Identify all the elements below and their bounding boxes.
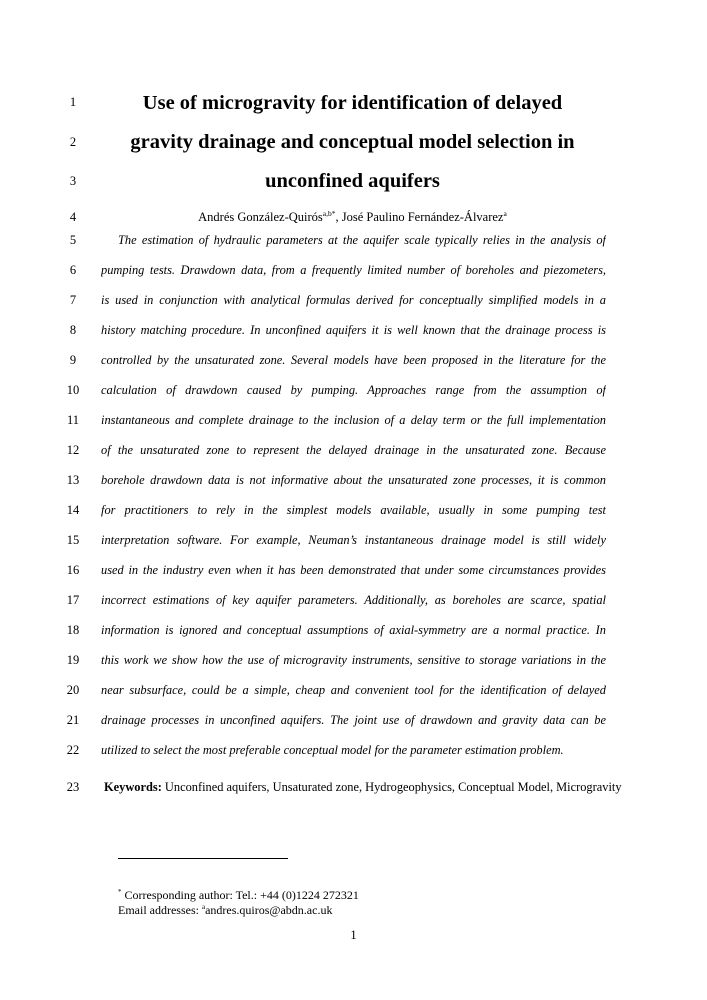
footnote-email — [118, 903, 332, 918]
line-number: 16 — [66, 563, 80, 577]
abstract-line: drainage processes in unconfined aquifers. The joint use of drawdown and gravity data can be — [101, 713, 606, 727]
footnote-mark: * — [118, 888, 122, 896]
abstract-line: pumping tests. Drawdown data, from a frequently limited number of boreholes and piezometers, — [101, 263, 606, 277]
abstract-line: borehole drawdown data is not informative about the unsaturated zone processes, it is common — [101, 473, 606, 487]
line-number: 14 — [66, 503, 80, 517]
abstract-line: information is ignored and conceptual assumptions of axial-symmetry are a normal practice. In — [101, 623, 606, 637]
line-number: 3 — [69, 174, 77, 188]
abstract-line: interpretation software. For example, Neuman’s instantaneous drainage model is still widely — [101, 533, 606, 547]
abstract-line: instantaneous and complete drainage to the inclusion of a delay term or the full implementation — [101, 413, 606, 427]
abstract-line: for practitioners to rely in the simplest models available, usually in some pumping test — [101, 503, 606, 517]
line-number: 5 — [69, 233, 77, 247]
abstract-line: utilized to select the most preferable conceptual model for the parameter estimation problem. — [101, 743, 564, 757]
line-number: 21 — [66, 713, 80, 727]
line-number: 8 — [69, 323, 77, 337]
line-number: 22 — [66, 743, 80, 757]
line-number: 10 — [66, 383, 80, 397]
affiliation-mark: a,b* — [322, 208, 336, 218]
line-number: 23 — [66, 780, 80, 794]
abstract-line: history matching procedure. In unconfined aquifers it is well known that the drainage process is — [101, 323, 606, 337]
line-number: 18 — [66, 623, 80, 637]
author-list — [100, 210, 605, 225]
abstract-line: calculation of drawdown caused by pumping. Approaches range from the assumption of — [101, 383, 606, 397]
abstract-line: of the unsaturated zone to represent the delayed drainage in the unsaturated zone. Because — [101, 443, 606, 457]
keywords-label: Keywords: — [104, 780, 162, 794]
abstract-line: The estimation of hydraulic parameters at the aquifer scale typically relies in the analysis of — [118, 233, 606, 247]
abstract-line: controlled by the unsaturated zone. Several models have been proposed in the literature for the — [101, 353, 606, 367]
abstract-line: this work we show how the use of microgravity instruments, sensitive to storage variations in the — [101, 653, 606, 667]
keywords — [104, 780, 622, 795]
author-name: Andrés González-Quirós — [198, 210, 323, 224]
page-number: 1 — [350, 928, 357, 942]
line-number: 2 — [69, 135, 77, 149]
affiliation-mark: a — [503, 208, 507, 218]
line-number: 17 — [66, 593, 80, 607]
email-label: Email addresses: — [118, 903, 202, 917]
line-number: 12 — [66, 443, 80, 457]
footnote-rule — [118, 858, 288, 859]
corresponding-author-text: Corresponding author: Tel.: +44 (0)1224 272321 — [121, 888, 359, 902]
line-number: 4 — [69, 210, 77, 224]
email-address[interactable]: andres.quiros@abdn.ac.uk — [205, 903, 333, 917]
line-number: 20 — [66, 683, 80, 697]
paper-title-line: gravity drainage and conceptual model selection in — [130, 131, 575, 153]
abstract-line: near subsurface, could be a simple, cheap and convenient tool for the identification of delayed — [101, 683, 606, 697]
footnote-corresponding — [118, 888, 359, 903]
line-number: 11 — [66, 413, 80, 427]
keywords-text: Unconfined aquifers, Unsaturated zone, Hydrogeophysics, Conceptual Model, Microgravity — [161, 780, 622, 794]
abstract-line: incorrect estimations of key aquifer parameters. Additionally, as boreholes are scarce, spatial — [101, 593, 606, 607]
line-number: 19 — [66, 653, 80, 667]
line-number: 13 — [66, 473, 80, 487]
paper-title-line: Use of microgravity for identification of delayed — [142, 92, 563, 114]
line-number: 1 — [69, 95, 77, 109]
author-name: José Paulino Fernández-Álvarez — [341, 210, 504, 224]
author-separator: , — [335, 210, 342, 224]
paper-title-line: unconfined aquifers — [265, 170, 440, 192]
line-number: 9 — [69, 353, 77, 367]
line-number: 6 — [69, 263, 77, 277]
line-number: 15 — [66, 533, 80, 547]
email-affiliation-mark: a — [201, 903, 206, 911]
line-number: 7 — [69, 293, 77, 307]
abstract-line: used in the industry even when it has been demonstrated that under some circumstances provides — [101, 563, 606, 577]
abstract-line: is used in conjunction with analytical formulas derived for conceptually simplified models in a — [101, 293, 606, 307]
